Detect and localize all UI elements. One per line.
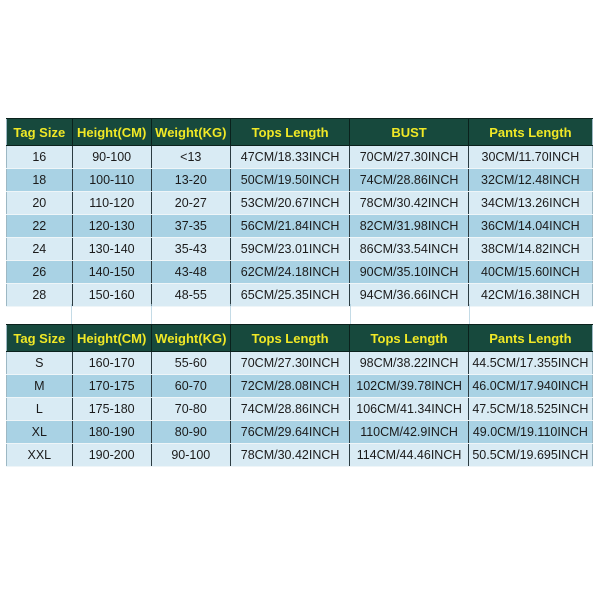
table-cell: 53CM/20.67INCH	[230, 192, 350, 215]
table-cell: XXL	[7, 444, 73, 467]
table-cell: 28	[7, 284, 73, 307]
table-cell: 20-27	[151, 192, 230, 215]
column-header: Height(CM)	[72, 325, 151, 352]
table-cell: 175-180	[72, 398, 151, 421]
table-row	[7, 352, 593, 375]
table-gap	[6, 304, 593, 324]
adult-size-table	[6, 324, 593, 467]
table-cell: 38CM/14.82INCH	[468, 238, 592, 261]
table-cell: 56CM/21.84INCH	[230, 215, 350, 238]
table-cell: 32CM/12.48INCH	[468, 169, 592, 192]
column-header: Weight(KG)	[151, 325, 230, 352]
table-row	[7, 261, 593, 284]
kids-size-table	[6, 118, 593, 307]
table-row	[7, 215, 593, 238]
table-cell: 190-200	[72, 444, 151, 467]
column-header: Tag Size	[7, 119, 73, 146]
table-cell: 26	[7, 261, 73, 284]
table-cell: <13	[151, 146, 230, 169]
table-cell: 13-20	[151, 169, 230, 192]
table-cell: 47CM/18.33INCH	[230, 146, 350, 169]
table-cell: M	[7, 375, 73, 398]
table-cell: L	[7, 398, 73, 421]
table-cell: 24	[7, 238, 73, 261]
table-cell: 47.5CM/18.525INCH	[468, 398, 592, 421]
table-cell: 70CM/27.30INCH	[350, 146, 468, 169]
table-cell: 55-60	[151, 352, 230, 375]
table-cell: 130-140	[72, 238, 151, 261]
table-cell: 150-160	[72, 284, 151, 307]
table-cell: 42CM/16.38INCH	[468, 284, 592, 307]
column-header: BUST	[350, 119, 468, 146]
table-cell: 70CM/27.30INCH	[230, 352, 350, 375]
table-cell: 40CM/15.60INCH	[468, 261, 592, 284]
gap-column-line	[470, 304, 593, 324]
table-cell: 78CM/30.42INCH	[350, 192, 468, 215]
table-cell: 90CM/35.10INCH	[350, 261, 468, 284]
table-cell: 82CM/31.98INCH	[350, 215, 468, 238]
table-cell: 100-110	[72, 169, 151, 192]
table-row	[7, 169, 593, 192]
gap-column-line	[6, 304, 72, 324]
column-header: Tops Length	[230, 325, 350, 352]
table-cell: 35-43	[151, 238, 230, 261]
table-cell: 110-120	[72, 192, 151, 215]
gap-column-line	[72, 304, 152, 324]
table-cell: 94CM/36.66INCH	[350, 284, 468, 307]
table-cell: 30CM/11.70INCH	[468, 146, 592, 169]
header-row	[7, 119, 593, 146]
table-cell: 78CM/30.42INCH	[230, 444, 350, 467]
gap-column-line	[231, 304, 351, 324]
table-row	[7, 398, 593, 421]
table-row	[7, 444, 593, 467]
header-row	[7, 325, 593, 352]
table-cell: 59CM/23.01INCH	[230, 238, 350, 261]
table-cell: XL	[7, 421, 73, 444]
table-cell: 37-35	[151, 215, 230, 238]
column-header: Pants Length	[468, 325, 592, 352]
table-cell: 49.0CM/19.110INCH	[468, 421, 592, 444]
table-cell: 36CM/14.04INCH	[468, 215, 592, 238]
column-header: Weight(KG)	[151, 119, 230, 146]
table-cell: 110CM/42.9INCH	[350, 421, 468, 444]
table-row	[7, 238, 593, 261]
table-cell: 34CM/13.26INCH	[468, 192, 592, 215]
table-cell: 44.5CM/17.355INCH	[468, 352, 592, 375]
table-row	[7, 192, 593, 215]
table-cell: 90-100	[151, 444, 230, 467]
table-row	[7, 421, 593, 444]
column-header: Height(CM)	[72, 119, 151, 146]
table-cell: 60-70	[151, 375, 230, 398]
table-cell: 43-48	[151, 261, 230, 284]
table-cell: 102CM/39.78INCH	[350, 375, 468, 398]
table-cell: 140-150	[72, 261, 151, 284]
table-cell: S	[7, 352, 73, 375]
table-cell: 50CM/19.50INCH	[230, 169, 350, 192]
column-header: Tops Length	[230, 119, 350, 146]
table-row	[7, 375, 593, 398]
table-cell: 76CM/29.64INCH	[230, 421, 350, 444]
table-cell: 180-190	[72, 421, 151, 444]
table-cell: 74CM/28.86INCH	[230, 398, 350, 421]
column-header: Tops Length	[350, 325, 468, 352]
column-header: Pants Length	[468, 119, 592, 146]
table-cell: 170-175	[72, 375, 151, 398]
column-header: Tag Size	[7, 325, 73, 352]
table-cell: 62CM/24.18INCH	[230, 261, 350, 284]
table-cell: 65CM/25.35INCH	[230, 284, 350, 307]
table-cell: 18	[7, 169, 73, 192]
table-cell: 98CM/38.22INCH	[350, 352, 468, 375]
table-cell: 50.5CM/19.695INCH	[468, 444, 592, 467]
table-cell: 80-90	[151, 421, 230, 444]
table-cell: 74CM/28.86INCH	[350, 169, 468, 192]
gap-column-line	[351, 304, 470, 324]
table-cell: 114CM/44.46INCH	[350, 444, 468, 467]
table-cell: 90-100	[72, 146, 151, 169]
table-cell: 86CM/33.54INCH	[350, 238, 468, 261]
gap-column-line	[152, 304, 232, 324]
table-cell: 16	[7, 146, 73, 169]
table-cell: 20	[7, 192, 73, 215]
table-cell: 46.0CM/17.940INCH	[468, 375, 592, 398]
table-cell: 48-55	[151, 284, 230, 307]
table-cell: 22	[7, 215, 73, 238]
table-cell: 160-170	[72, 352, 151, 375]
table-cell: 70-80	[151, 398, 230, 421]
table-cell: 106CM/41.34INCH	[350, 398, 468, 421]
table-cell: 72CM/28.08INCH	[230, 375, 350, 398]
table-cell: 120-130	[72, 215, 151, 238]
table-row	[7, 146, 593, 169]
